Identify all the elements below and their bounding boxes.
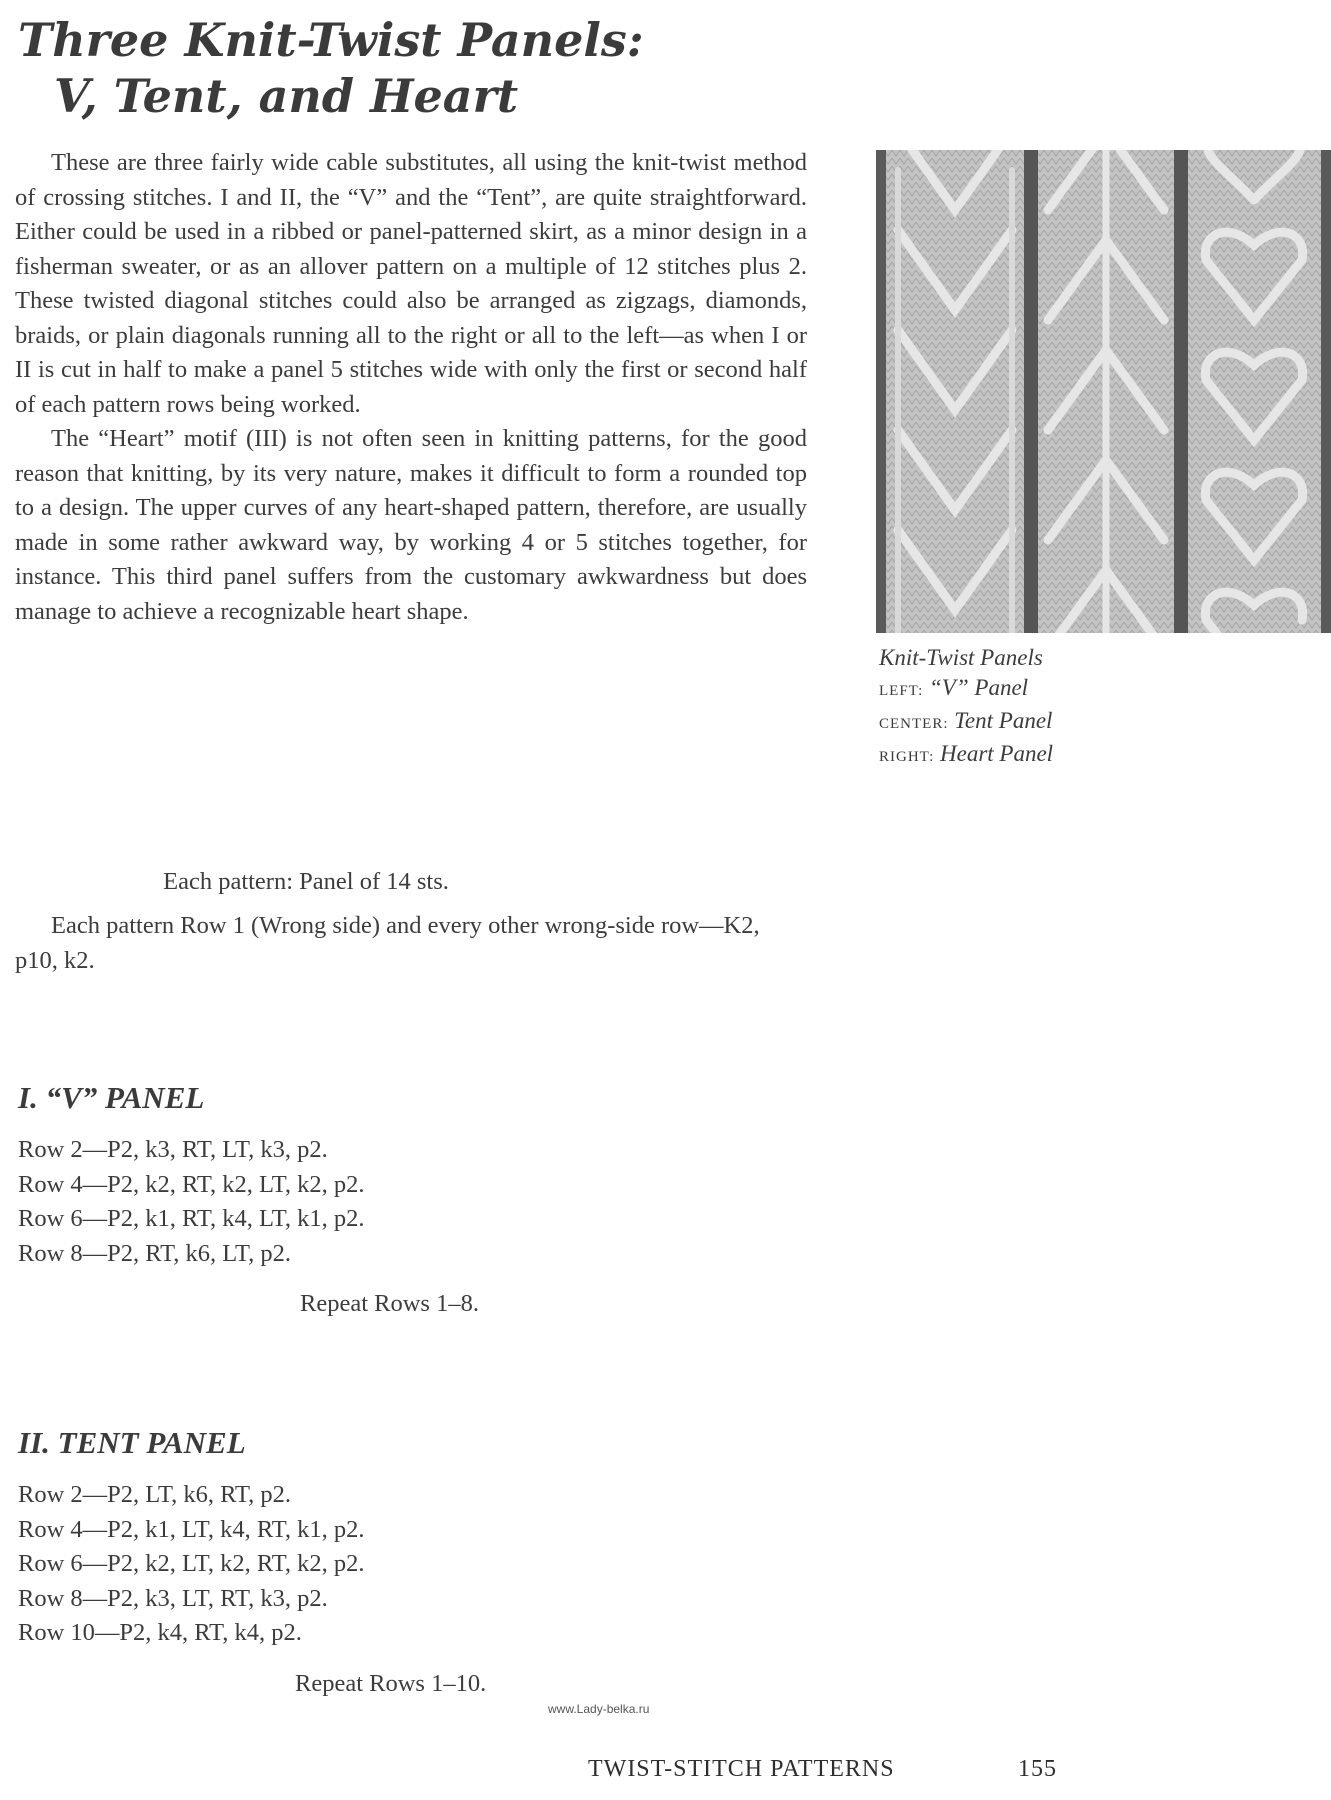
title-line-2: V, Tent, and Heart xyxy=(54,69,519,123)
tent-panel-row: Row 8—P2, k3, LT, RT, k3, p2. xyxy=(18,1584,328,1612)
v-panel-repeat: Repeat Rows 1–8. xyxy=(300,1290,479,1317)
v-panel-rows xyxy=(18,1133,365,1271)
watermark-url[interactable]: www.Lady-belka.ru xyxy=(548,1702,650,1716)
rib-center-left xyxy=(1024,150,1038,633)
knit-swatch-illustration xyxy=(876,150,1331,633)
row1-instruction: Each pattern Row 1 (Wrong side) and every other wrong-side row—K2, p10, k2. xyxy=(15,912,760,974)
caption-center: CENTER: Tent Panel xyxy=(879,708,1053,733)
tent-panel-repeat: Repeat Rows 1–10. xyxy=(295,1670,487,1697)
tent-panel-row: Row 6—P2, k2, LT, k2, RT, k2, p2. xyxy=(18,1550,365,1577)
tent-panel-row: Row 4—P2, k1, LT, k4, RT, k1, p2. xyxy=(18,1515,365,1543)
tent-panel-row: Row 10—P2, k4, RT, k4, p2. xyxy=(18,1619,302,1646)
footer-section-title: TWIST-STITCH PATTERNS xyxy=(588,1756,895,1782)
caption-title: Knit-Twist Panels xyxy=(879,645,1043,670)
rib-right xyxy=(1321,150,1331,633)
caption-right: RIGHT: Heart Panel xyxy=(879,741,1054,766)
photo-caption xyxy=(879,643,1053,772)
page-number: 155 xyxy=(1018,1756,1057,1782)
rib-center-right xyxy=(1174,150,1188,633)
tent-panel-rows xyxy=(18,1478,365,1651)
title-line-1: Three Knit-Twist Panels: xyxy=(18,13,644,67)
intro-paragraph-1: These are three fairly wide cable substitutes, all using the knit-twist method of crossing stitches. I and II, the “V” and the “Tent”, are quite straightforward. Either could be used in a ribbed or panel-patterned skirt, as a minor design in a fisherman sweater, or as an allover pattern on a multiple of 12 stitches plus 2. These twisted diagonal stitches could also be arranged as zigzags, diamonds, braids, or plain diagonals running all to the right or all to the left—as when I or II is cut in half to make a panel 5 stitches wide with only the first or second half of each pattern rows being worked. xyxy=(15,149,807,418)
tent-panel-row: Row 2—P2, LT, k6, RT, p2. xyxy=(18,1481,292,1508)
knit-swatch-photo xyxy=(876,150,1331,633)
tent-panel-heading: II. TENT PANEL xyxy=(18,1425,246,1460)
v-panel-heading: I. “V” PANEL xyxy=(18,1080,205,1115)
v-panel-row: Row 8—P2, RT, k6, LT, p2. xyxy=(18,1239,292,1267)
v-panel-row: Row 4—P2, k2, RT, k2, LT, k2, p2. xyxy=(18,1170,365,1198)
panel-size-note: Each pattern: Panel of 14 sts. xyxy=(163,868,449,895)
intro-paragraph-2: The “Heart” motif (III) is not often seen in knitting patterns, for the good reason that knitting, by its very nature, makes it difficult to form a rounded top to a design. The upper curves of any heart-shaped pattern, therefore, are usually made in some rather awkward way, by working 4 or 5 stitches together, for instance. This third panel suffers from the customary awkwardness but does manage to achieve a recognizable heart shape. xyxy=(15,425,807,625)
caption-left: LEFT: “V” Panel xyxy=(879,675,1029,700)
rib-left xyxy=(876,150,886,633)
v-panel-row: Row 2—P2, k3, RT, LT, k3, p2. xyxy=(18,1136,328,1163)
intro-text xyxy=(15,146,807,629)
v-panel-row: Row 6—P2, k1, RT, k4, LT, k1, p2. xyxy=(18,1205,365,1232)
page-title xyxy=(18,12,644,124)
